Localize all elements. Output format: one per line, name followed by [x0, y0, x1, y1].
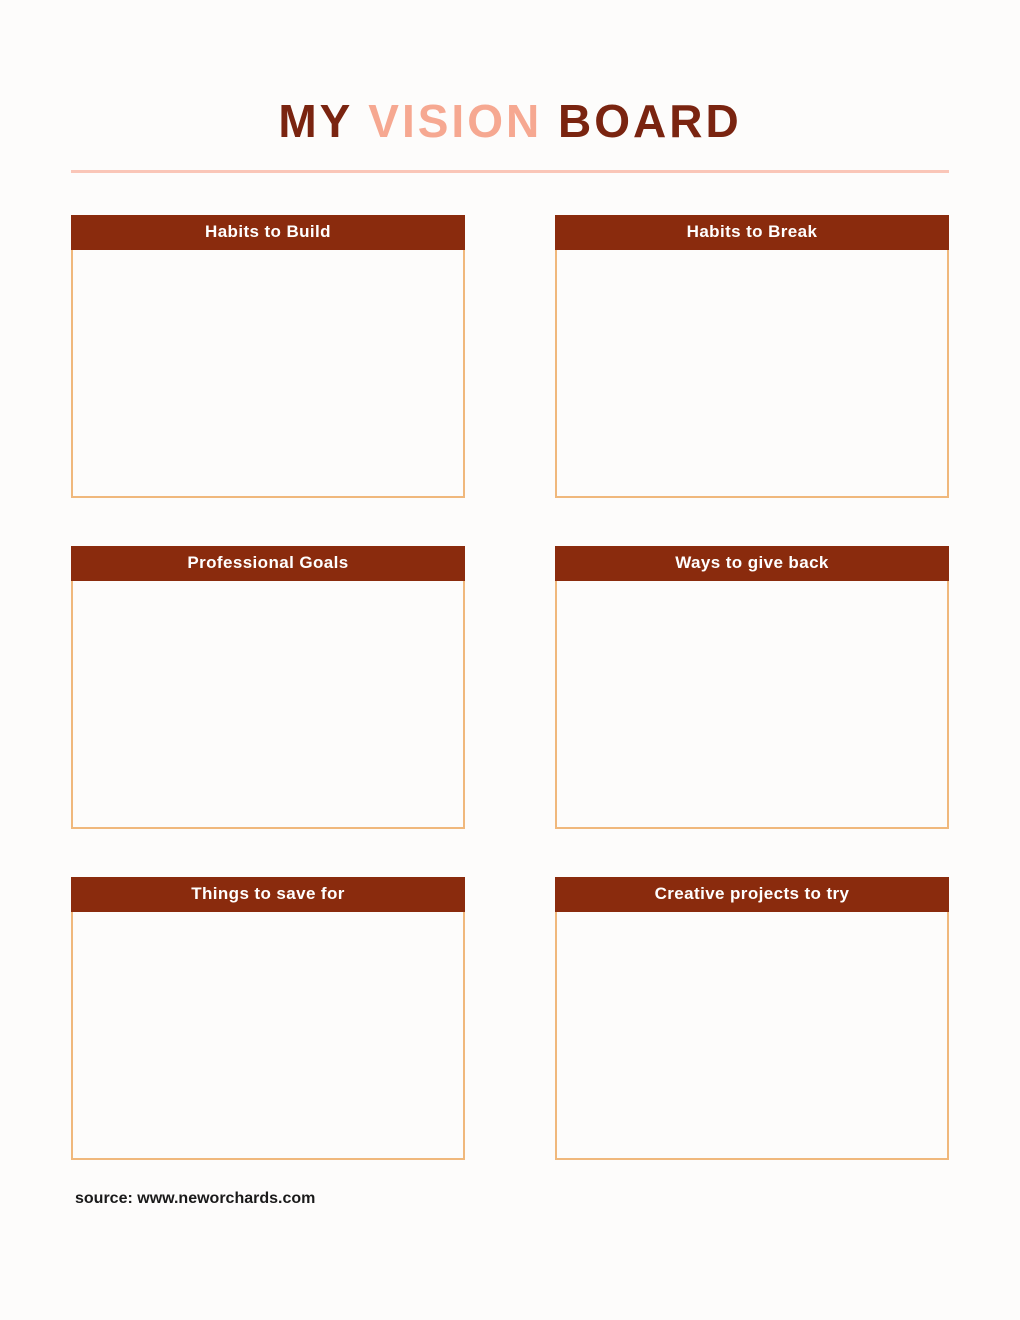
section-header-creative-projects-to-try: Creative projects to try: [555, 877, 949, 912]
section-card-habits-to-break: [555, 215, 949, 498]
section-input-ways-to-give-back[interactable]: [555, 581, 949, 829]
section-header-ways-to-give-back: Ways to give back: [555, 546, 949, 581]
section-header-things-to-save-for: Things to save for: [71, 877, 465, 912]
sections-grid: [71, 215, 949, 1160]
section-header-habits-to-build: Habits to Build: [71, 215, 465, 250]
section-input-creative-projects-to-try[interactable]: [555, 912, 949, 1160]
page-title: [0, 0, 1020, 147]
section-header-professional-goals: Professional Goals: [71, 546, 465, 581]
section-card-professional-goals: [71, 546, 465, 829]
section-card-ways-to-give-back: [555, 546, 949, 829]
title-divider: [71, 170, 949, 173]
section-card-habits-to-build: [71, 215, 465, 498]
source-caption: source: www.neworchards.com: [75, 1190, 316, 1207]
section-card-things-to-save-for: [71, 877, 465, 1160]
section-input-habits-to-break[interactable]: [555, 250, 949, 498]
page-title-word-vision: VISION: [368, 95, 543, 147]
section-input-things-to-save-for[interactable]: [71, 912, 465, 1160]
page-title-word-my: MY: [278, 95, 353, 147]
section-card-creative-projects-to-try: [555, 877, 949, 1160]
section-input-professional-goals[interactable]: [71, 581, 465, 829]
page-title-word-board: BOARD: [558, 95, 742, 147]
section-input-habits-to-build[interactable]: [71, 250, 465, 498]
section-header-habits-to-break: Habits to Break: [555, 215, 949, 250]
